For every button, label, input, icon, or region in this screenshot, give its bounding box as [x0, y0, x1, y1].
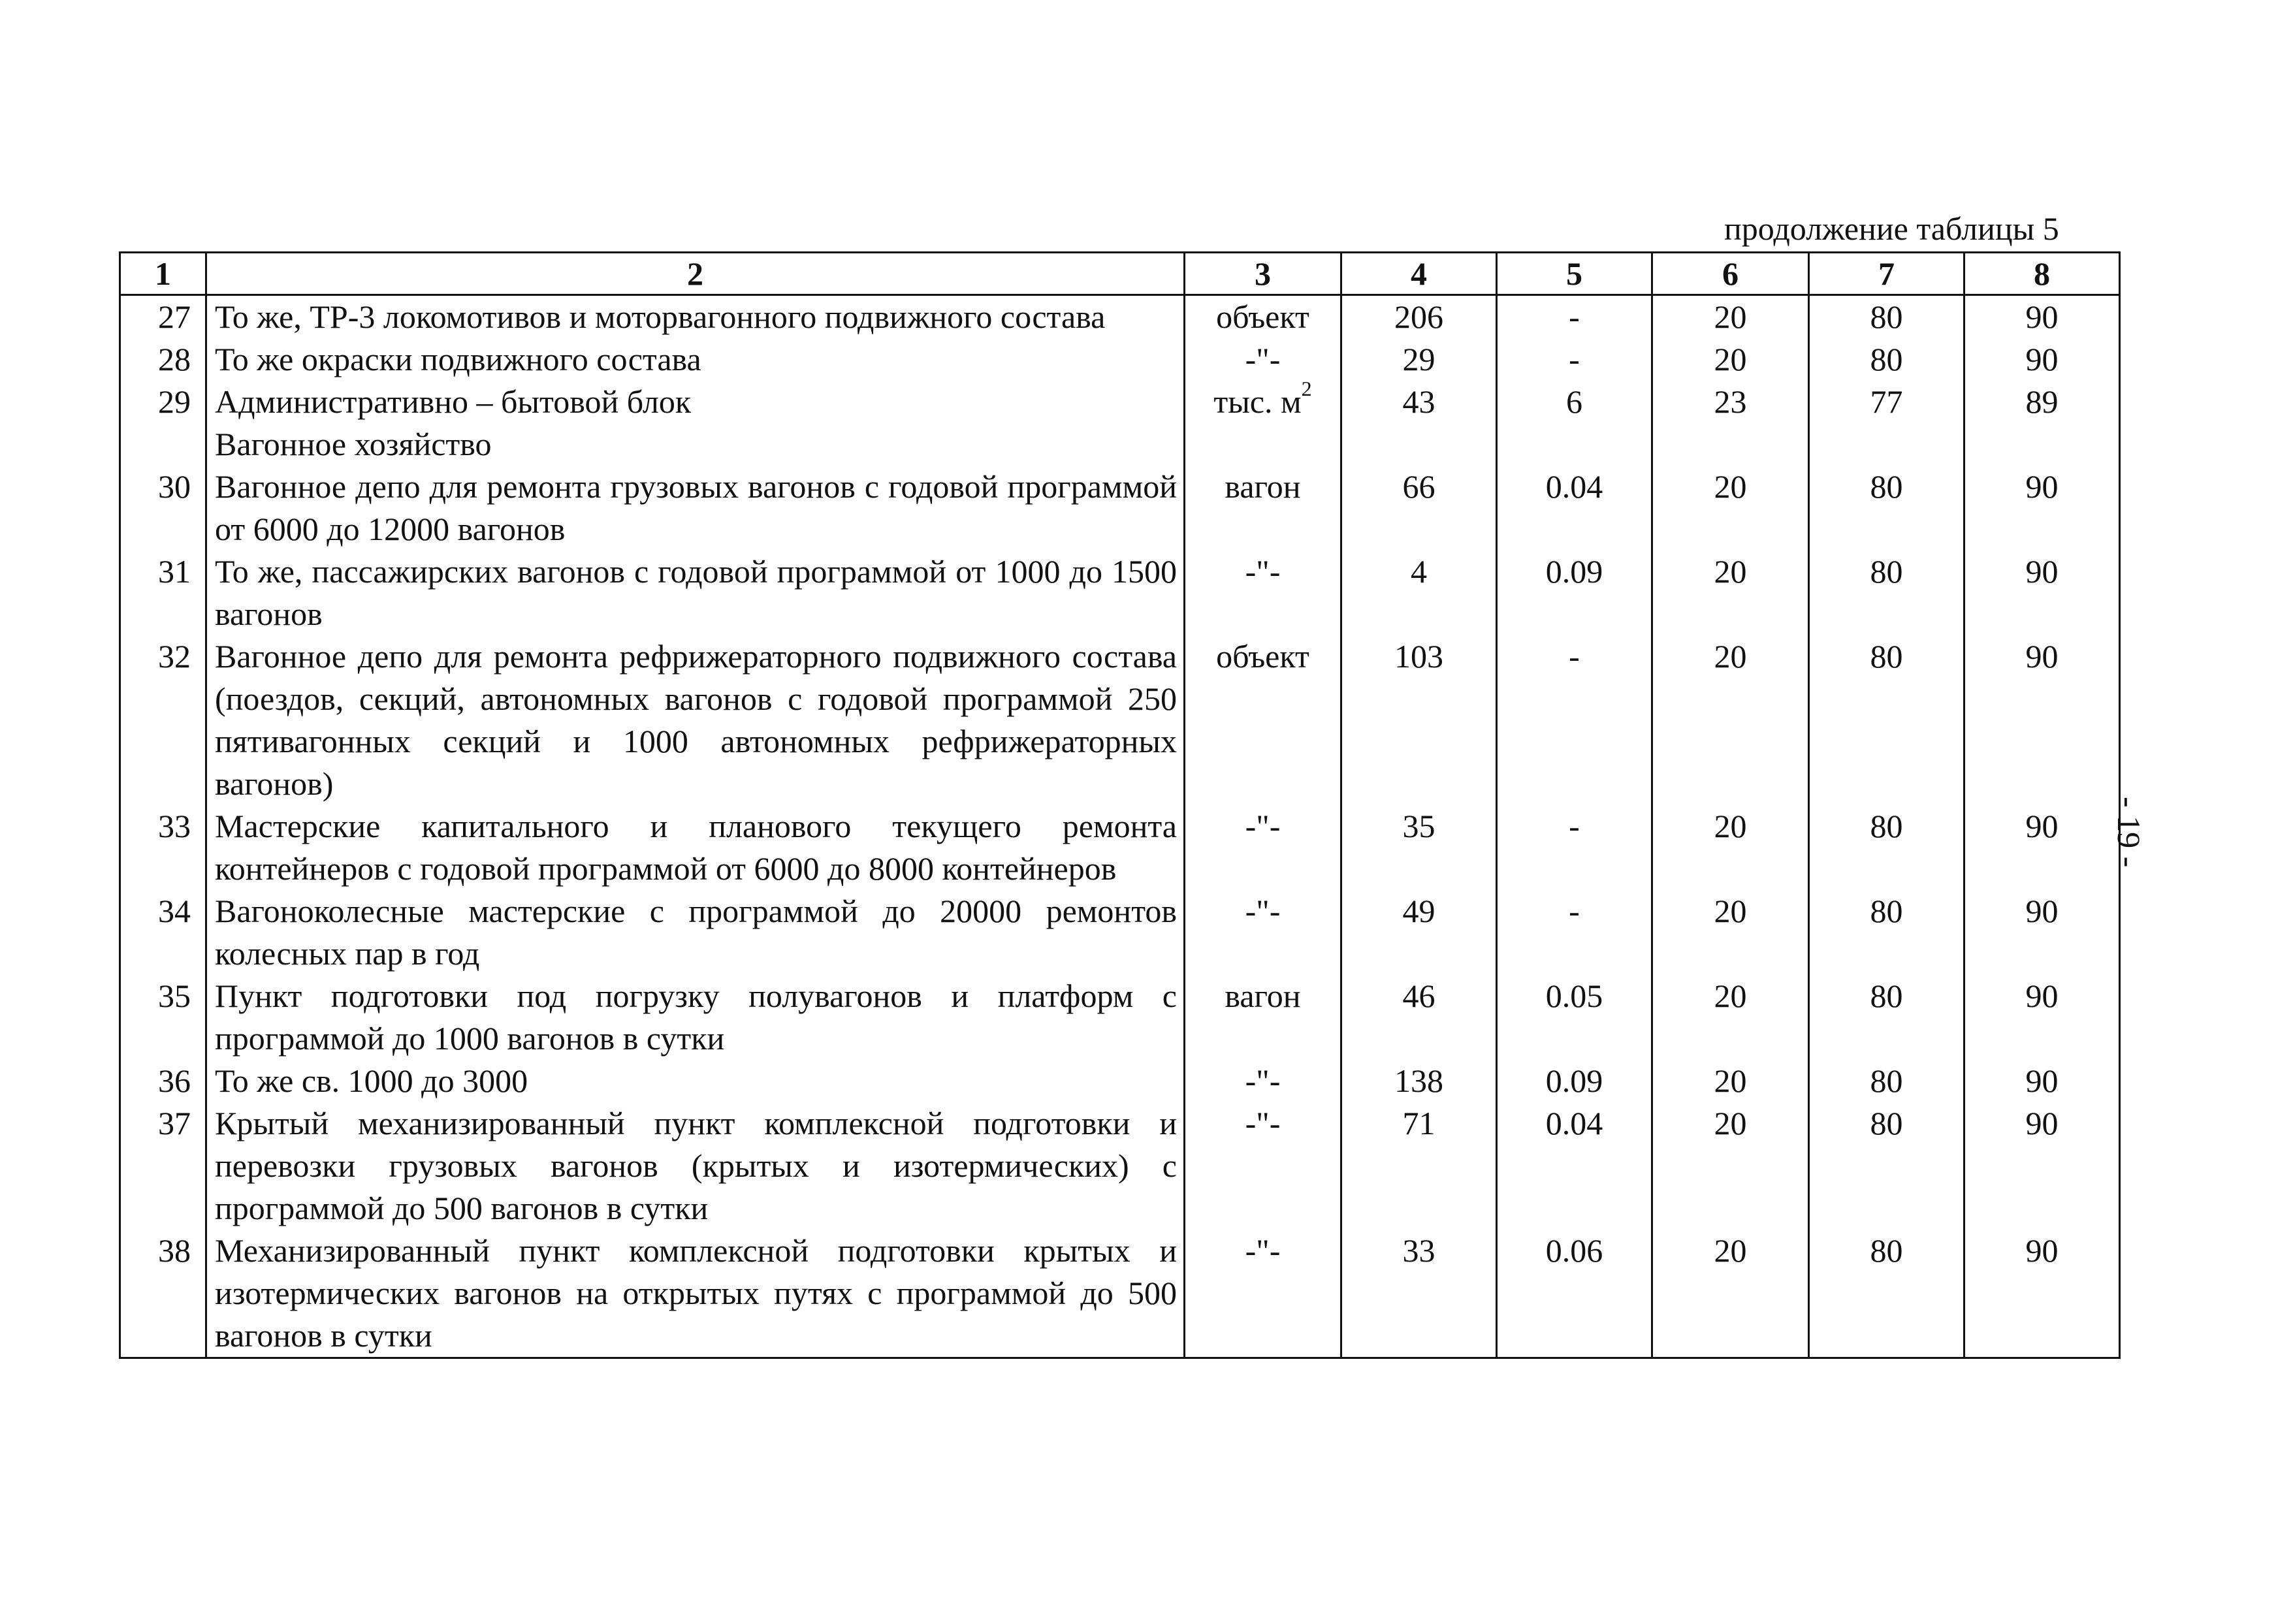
column-header-4: 4 — [1341, 253, 1497, 295]
row-col5: 6 — [1497, 381, 1652, 423]
row-description: То же, пассажирских вагонов с годовой программой от 1000 до 1500 вагонов — [206, 550, 1185, 635]
data-table — [119, 251, 2121, 1359]
table-container — [119, 251, 2119, 1359]
row-unit — [1185, 890, 1341, 975]
row-col7: 80 — [1809, 295, 1964, 339]
row-number — [120, 423, 206, 466]
table-row — [120, 1060, 2120, 1102]
row-description: Вагонное хозяйство — [206, 423, 1185, 466]
row-col4: 71 — [1341, 1102, 1497, 1230]
column-header-3: 3 — [1185, 253, 1341, 295]
row-number: 38 — [120, 1230, 206, 1358]
row-col4: 43 — [1341, 381, 1497, 423]
row-col5: - — [1497, 805, 1652, 890]
row-col5: - — [1497, 338, 1652, 381]
row-col4: 35 — [1341, 805, 1497, 890]
row-col5: - — [1497, 295, 1652, 339]
row-number: 30 — [120, 466, 206, 550]
row-col6: 23 — [1652, 381, 1809, 423]
row-col4: 4 — [1341, 550, 1497, 635]
row-col8: 90 — [1964, 975, 2120, 1060]
row-number: 27 — [120, 295, 206, 339]
row-col4: 103 — [1341, 635, 1497, 805]
row-col7: 80 — [1809, 466, 1964, 550]
row-description: Вагонное депо для ремонта грузовых вагонов с годовой программой от 6000 до 12000 вагонов — [206, 466, 1185, 550]
row-col7: 80 — [1809, 1102, 1964, 1230]
table-row — [120, 805, 2120, 890]
row-col6: 20 — [1652, 466, 1809, 550]
column-header-2: 2 — [206, 253, 1185, 295]
row-col5: 0.09 — [1497, 550, 1652, 635]
table-row — [120, 295, 2120, 339]
row-unit — [1185, 635, 1341, 805]
row-col7: 80 — [1809, 1060, 1964, 1102]
row-col7: 80 — [1809, 635, 1964, 805]
row-number: 36 — [120, 1060, 206, 1102]
row-unit — [1185, 805, 1341, 890]
row-col8: 90 — [1964, 1060, 2120, 1102]
row-description: Административно – бытовой блок — [206, 381, 1185, 423]
unit-text: -"- — [1245, 1105, 1281, 1141]
row-col4: 46 — [1341, 975, 1497, 1060]
row-col8 — [1964, 423, 2120, 466]
row-col8: 90 — [1964, 635, 2120, 805]
unit-text: -"- — [1245, 1232, 1281, 1269]
table-caption: продолжение таблицы 5 — [1724, 210, 2059, 247]
row-col7: 80 — [1809, 890, 1964, 975]
row-col6 — [1652, 423, 1809, 466]
row-col6: 20 — [1652, 635, 1809, 805]
unit-text: вагон — [1225, 468, 1301, 505]
column-header-6: 6 — [1652, 253, 1809, 295]
row-description: То же окраски подвижного состава — [206, 338, 1185, 381]
unit-text: объект — [1216, 298, 1309, 335]
table-row — [120, 975, 2120, 1060]
table-row — [120, 338, 2120, 381]
row-col8: 89 — [1964, 381, 2120, 423]
row-unit — [1185, 338, 1341, 381]
row-col8: 90 — [1964, 338, 2120, 381]
row-col4: 49 — [1341, 890, 1497, 975]
row-unit — [1185, 423, 1341, 466]
row-number: 34 — [120, 890, 206, 975]
row-unit — [1185, 1060, 1341, 1102]
row-description: Пункт подготовки под погрузку полувагонов и платформ с программой до 1000 вагонов в сутки — [206, 975, 1185, 1060]
row-col6: 20 — [1652, 1060, 1809, 1102]
row-unit — [1185, 377, 1341, 423]
row-col5: - — [1497, 635, 1652, 805]
row-col6: 20 — [1652, 975, 1809, 1060]
row-col5: 0.04 — [1497, 1102, 1652, 1230]
row-col6: 20 — [1652, 550, 1809, 635]
row-number: 32 — [120, 635, 206, 805]
table-row — [120, 550, 2120, 635]
row-col5: 0.06 — [1497, 1230, 1652, 1358]
row-col4: 66 — [1341, 466, 1497, 550]
column-header-1: 1 — [120, 253, 206, 295]
row-col8: 90 — [1964, 1230, 2120, 1358]
row-col8: 90 — [1964, 466, 2120, 550]
table-row — [120, 423, 2120, 466]
row-unit — [1185, 1102, 1341, 1230]
row-col5: - — [1497, 890, 1652, 975]
row-col5: 0.05 — [1497, 975, 1652, 1060]
unit-superscript: 2 — [1301, 377, 1312, 400]
row-col6: 20 — [1652, 295, 1809, 339]
unit-text: -"- — [1245, 893, 1281, 929]
row-col5: 0.04 — [1497, 466, 1652, 550]
row-col8: 90 — [1964, 1102, 2120, 1230]
unit-text: -"- — [1245, 553, 1281, 590]
row-description: То же св. 1000 до 3000 — [206, 1060, 1185, 1102]
row-col6: 20 — [1652, 1230, 1809, 1358]
row-number: 37 — [120, 1102, 206, 1230]
row-col7: 80 — [1809, 805, 1964, 890]
unit-text: -"- — [1245, 1062, 1281, 1099]
header-row — [120, 253, 2120, 295]
table-row — [120, 466, 2120, 550]
row-number: 29 — [120, 381, 206, 423]
row-col5 — [1497, 423, 1652, 466]
row-description: Крытый механизированный пункт комплексной подготовки и перевозки грузовых вагонов (крытых и изотермических) с программой до 500 вагонов в сутки — [206, 1102, 1185, 1230]
column-header-7: 7 — [1809, 253, 1964, 295]
row-description: То же, ТР-3 локомотивов и моторвагонного подвижного состава — [206, 295, 1185, 339]
row-col7 — [1809, 423, 1964, 466]
table-row — [120, 1230, 2120, 1358]
row-number: 35 — [120, 975, 206, 1060]
row-description: Мастерские капитального и планового текущего ремонта контейнеров с годовой программой от 6000 до 8000 контейнеров — [206, 805, 1185, 890]
row-col5: 0.09 — [1497, 1060, 1652, 1102]
row-description: Вагоноколесные мастерские с программой до 20000 ремонтов колесных пар в год — [206, 890, 1185, 975]
row-unit — [1185, 550, 1341, 635]
unit-text: объект — [1216, 638, 1309, 675]
row-col6: 20 — [1652, 805, 1809, 890]
row-unit — [1185, 1230, 1341, 1358]
row-col7: 77 — [1809, 381, 1964, 423]
row-description: Вагонное депо для ремонта рефрижераторного подвижного состава (поездов, секций, автономных вагонов с годовой программой 250 пятивагонных секций и 1000 автономных рефрижераторных вагонов) — [206, 635, 1185, 805]
row-col4: 206 — [1341, 295, 1497, 339]
row-unit — [1185, 975, 1341, 1060]
row-col8: 90 — [1964, 805, 2120, 890]
row-col6: 20 — [1652, 338, 1809, 381]
row-number: 33 — [120, 805, 206, 890]
column-header-8: 8 — [1964, 253, 2120, 295]
row-col8: 90 — [1964, 890, 2120, 975]
table-row — [120, 890, 2120, 975]
row-col4: 138 — [1341, 1060, 1497, 1102]
row-col7: 80 — [1809, 1230, 1964, 1358]
row-col6: 20 — [1652, 890, 1809, 975]
row-col8: 90 — [1964, 295, 2120, 339]
unit-text: -"- — [1245, 341, 1281, 377]
row-col4: 29 — [1341, 338, 1497, 381]
table-body — [120, 295, 2120, 1358]
row-description: Механизированный пункт комплексной подготовки крытых и изотермических вагонов на открытых путях с программой до 500 вагонов в сутки — [206, 1230, 1185, 1358]
row-col7: 80 — [1809, 338, 1964, 381]
unit-text: -"- — [1245, 808, 1281, 844]
row-unit — [1185, 295, 1341, 339]
table-row — [120, 635, 2120, 805]
row-col4: 33 — [1341, 1230, 1497, 1358]
table-row — [120, 381, 2120, 423]
row-col6: 20 — [1652, 1102, 1809, 1230]
page-number: - 19 - — [2111, 797, 2147, 868]
row-unit — [1185, 466, 1341, 550]
row-number: 28 — [120, 338, 206, 381]
column-header-5: 5 — [1497, 253, 1652, 295]
unit-text: вагон — [1225, 978, 1301, 1014]
row-col7: 80 — [1809, 550, 1964, 635]
unit-text: тыс. м — [1213, 383, 1302, 420]
row-col7: 80 — [1809, 975, 1964, 1060]
row-number: 31 — [120, 550, 206, 635]
row-col8: 90 — [1964, 550, 2120, 635]
table-row — [120, 1102, 2120, 1230]
row-col4 — [1341, 423, 1497, 466]
